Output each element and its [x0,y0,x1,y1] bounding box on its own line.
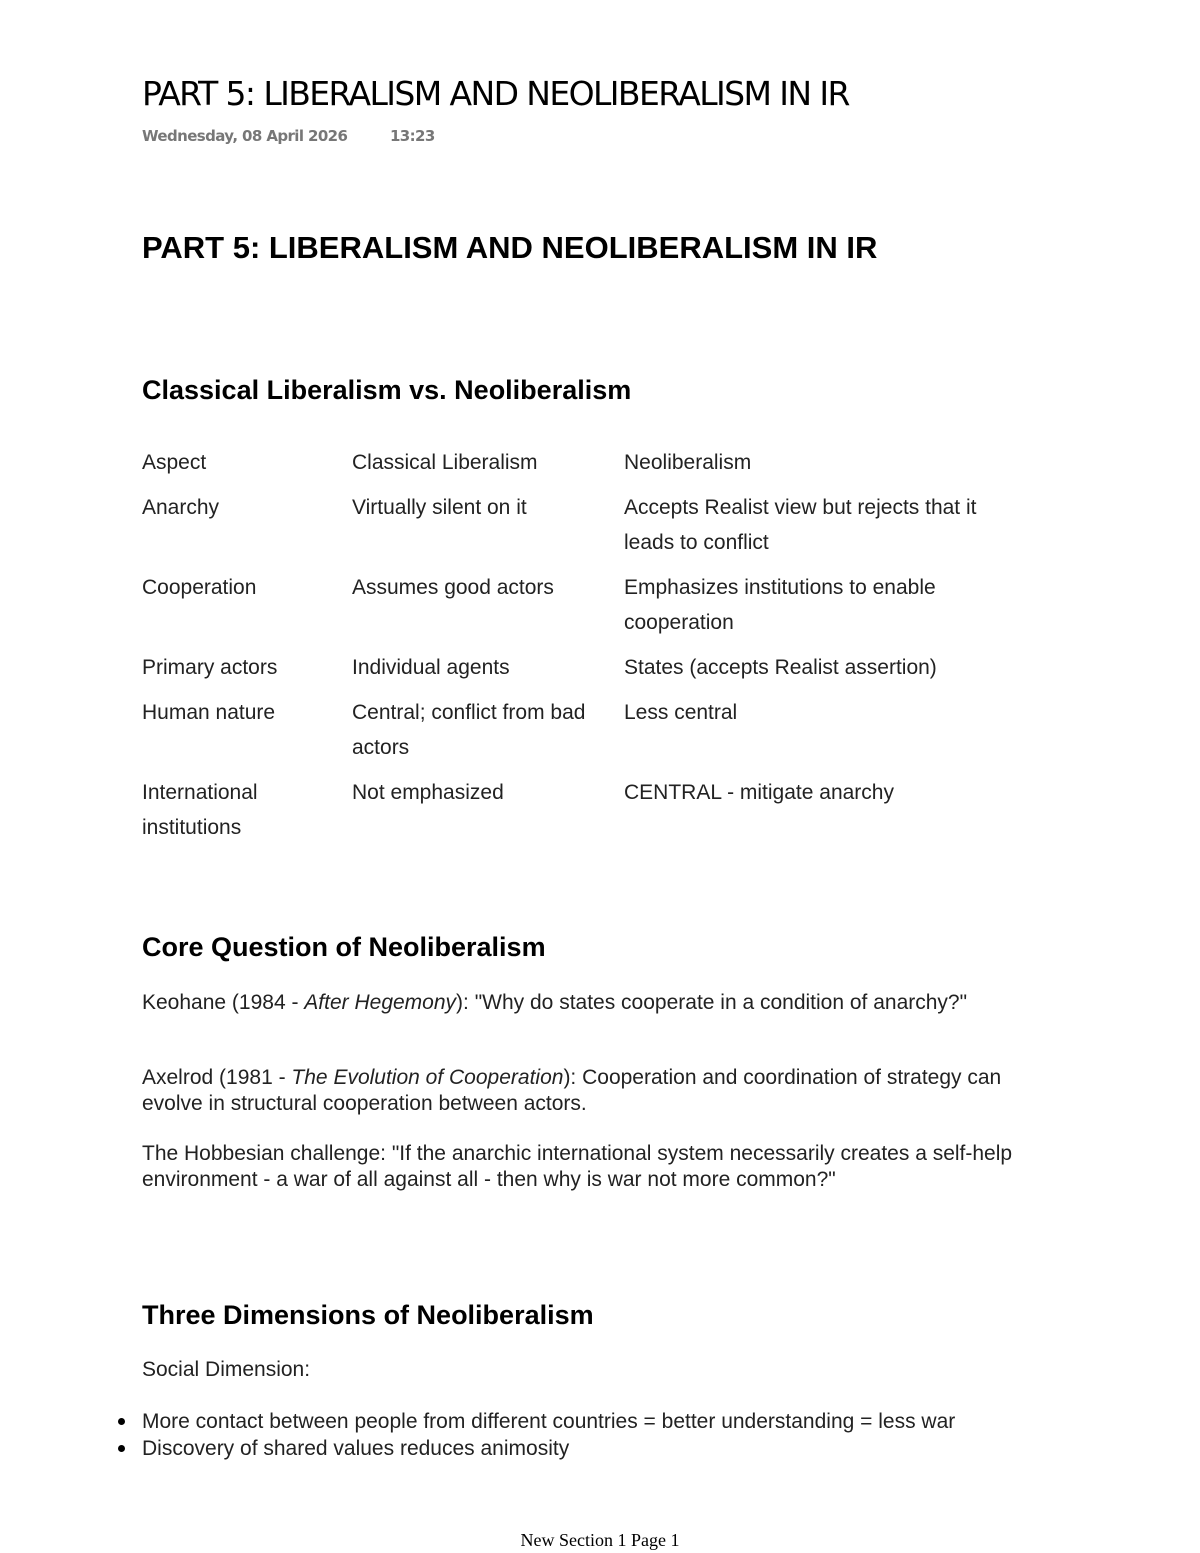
list-item: More contact between people from different countries = better understanding = less war [142,1410,956,1433]
table-row [142,775,1014,855]
table-header-cell: Classical Liberalism [352,451,538,474]
table-cell: Central; conflict from bad actors [352,701,586,759]
book-title: After Hegemony [304,991,457,1014]
table-cell: Accepts Realist view but rejects that it leads to conflict [624,496,977,554]
table-cell: Less central [624,701,738,724]
table-header-cell: Aspect [142,451,207,474]
table-cell: Individual agents [352,656,510,679]
section-heading-core-question: Core Question of Neoliberalism [142,932,546,962]
note-date: Wednesday, 08 April 2026 [142,127,348,145]
note-title: PART 5: LIBERALISM AND NEOLIBERALISM IN IR [142,74,849,113]
text-span: ): Cooperation and coordination of strategy can evolve in structural cooperation between actors. [142,1066,1002,1115]
comparison-table [142,445,1014,855]
subheading-social-dimension: Social Dimension: [142,1358,311,1381]
section-heading-dimensions: Three Dimensions of Neoliberalism [142,1300,594,1330]
table-cell: International institutions [142,781,258,839]
paragraph-axelrod [142,1065,1042,1117]
note-meta [142,127,435,145]
note-time: 13:23 [389,127,435,145]
table-row [142,490,1014,570]
table-row [142,570,1014,650]
table-header-cell: Neoliberalism [624,451,752,474]
table-cell: Human nature [142,701,276,724]
text-span: Keohane (1984 - [142,991,305,1014]
paragraph-hobbesian: The Hobbesian challenge: "If the anarchic international system necessarily creates a self-help environment - a war of all against all - then why is war not more common?" [142,1142,1013,1191]
table-header-row [142,445,1014,490]
table-cell: Anarchy [142,496,220,519]
table-cell: Emphasizes institutions to enable cooperation [624,576,936,634]
table-row [142,695,1014,775]
bullet-list [142,1408,955,1462]
section-heading-comparison: Classical Liberalism vs. Neoliberalism [142,375,632,405]
table-row [142,650,1014,695]
table-cell: States (accepts Realist assertion) [624,656,937,679]
list-item: Discovery of shared values reduces animosity [142,1435,955,1462]
page-footer: New Section 1 Page 1 [520,1530,680,1550]
table-cell: CENTRAL - mitigate anarchy [624,781,894,804]
table-cell: Not emphasized [352,781,504,804]
text-span: ): "Why do states cooperate in a condition of anarchy?" [456,991,968,1014]
table-cell: Cooperation [142,576,257,599]
table-cell: Assumes good actors [352,576,554,599]
paragraph-keohane [142,990,1042,1016]
text-span: Axelrod (1981 - [142,1066,292,1089]
book-title: The Evolution of Cooperation [291,1066,564,1089]
table-cell: Primary actors [142,656,278,679]
table-cell: Virtually silent on it [352,496,527,519]
main-heading: PART 5: LIBERALISM AND NEOLIBERALISM IN IR [142,230,878,265]
